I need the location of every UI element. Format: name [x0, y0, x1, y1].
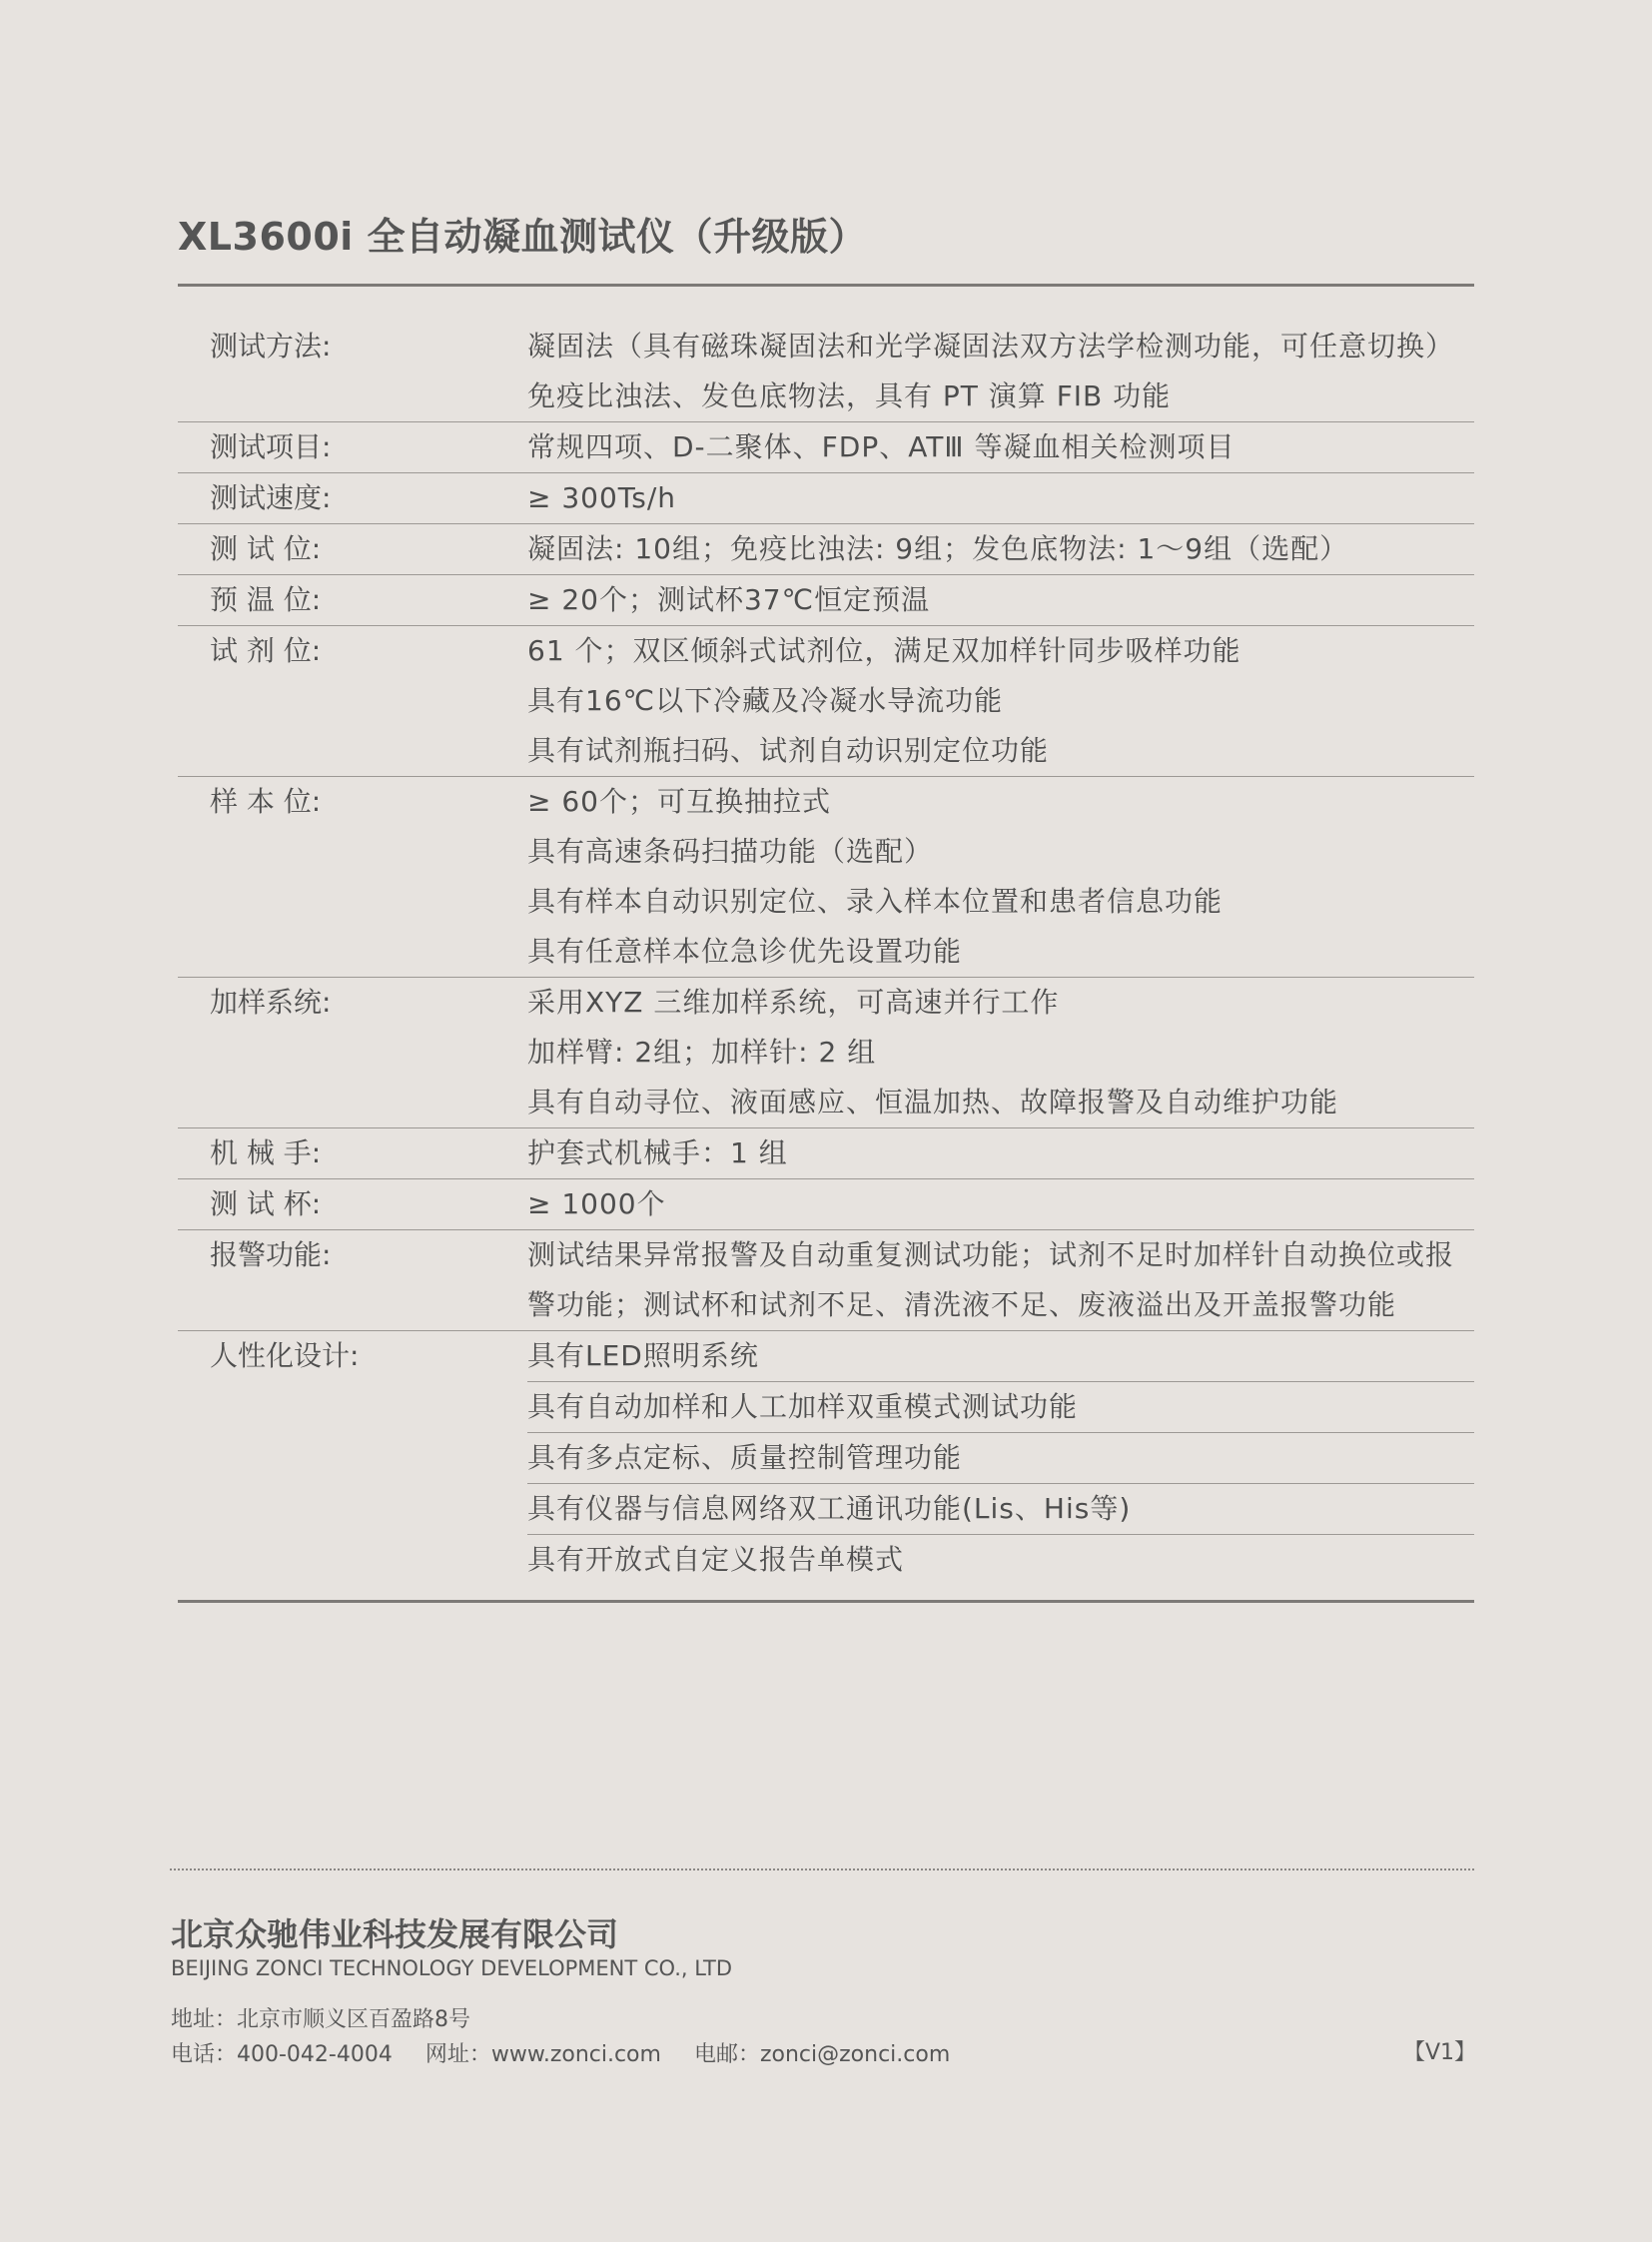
company-name-english: BEIJING ZONCI TECHNOLOGY DEVELOPMENT CO., LTD	[171, 1956, 733, 1980]
contact-line	[171, 2037, 976, 2068]
spec-value-line: 常规四项、D-二聚体、FDP、ATⅢ 等凝血相关检测项目	[527, 430, 1236, 463]
spec-label: 预 温 位:	[210, 583, 322, 616]
spec-value-line: 具有任意样本位急诊优先设置功能	[527, 935, 963, 968]
spec-value-line: 具有LED照明系统	[527, 1331, 1474, 1382]
spec-value-line: ≥ 60个；可互换抽拉式	[527, 785, 831, 818]
spec-value-line: 具有样本自动识别定位、录入样本位置和患者信息功能	[527, 885, 1224, 918]
spec-value-line: 警功能；测试杯和试剂不足、清洗液不足、废液溢出及开盖报警功能	[527, 1288, 1397, 1321]
spec-value-line: 具有仪器与信息网络双工通讯功能(Lis、His等)	[527, 1484, 1474, 1535]
spec-value-line: 具有16℃以下冷藏及冷凝水导流功能	[527, 684, 1004, 717]
spec-label: 试 剂 位:	[210, 634, 322, 667]
spec-value-line: 采用XYZ 三维加样系统，可高速并行工作	[527, 986, 1060, 1019]
spec-row	[178, 978, 1474, 1128]
spec-value-line: 测试结果异常报警及自动重复测试功能；试剂不足时加样针自动换位或报	[527, 1238, 1455, 1271]
spec-values	[527, 524, 1474, 574]
spec-value-line: 凝固法（具有磁珠凝固法和光学凝固法双方法学检测功能，可任意切换）	[527, 330, 1455, 363]
spec-row	[178, 1128, 1474, 1179]
version-badge: 【V1】	[1402, 2040, 1476, 2065]
spec-row	[178, 1179, 1474, 1230]
spec-value-line: 加样臂: 2组；加样针: 2 组	[527, 1036, 877, 1069]
spec-table	[178, 322, 1474, 1585]
spec-label: 测试速度:	[210, 481, 332, 514]
spec-value-line: 具有试剂瓶扫码、试剂自动识别定位功能	[527, 734, 1050, 767]
spec-label: 测试方法:	[210, 330, 332, 363]
spec-row	[178, 575, 1474, 626]
page-title: XL3600i 全自动凝血测试仪（升级版）	[178, 215, 868, 259]
spec-value-line: 护套式机械手：1 组	[527, 1136, 788, 1169]
spec-value-line: 具有高速条码扫描功能（选配）	[527, 835, 934, 868]
spec-row	[178, 524, 1474, 575]
spec-values	[527, 777, 1474, 977]
company-address: 地址：北京市顺义区百盈路8号	[171, 2007, 470, 2032]
spec-value-line: 具有多点定标、质量控制管理功能	[527, 1433, 1474, 1484]
spec-row	[178, 1331, 1474, 1585]
spec-label: 报警功能:	[210, 1238, 332, 1271]
spec-values	[527, 322, 1474, 421]
spec-row	[178, 626, 1474, 777]
spec-label: 测 试 杯:	[210, 1187, 322, 1220]
phone-text: 电话：400-042-4004	[171, 2042, 393, 2067]
spec-values	[527, 422, 1474, 472]
footer-dotted-divider	[170, 1868, 1474, 1870]
spec-row	[178, 322, 1474, 422]
spec-value-line: 具有自动加样和人工加样双重模式测试功能	[527, 1382, 1474, 1433]
spec-value-line: 具有自动寻位、液面感应、恒温加热、故障报警及自动维护功能	[527, 1086, 1339, 1119]
table-bottom-divider	[178, 1600, 1474, 1603]
spec-label: 测试项目:	[210, 430, 332, 463]
spec-values	[527, 575, 1474, 625]
spec-value-line: 具有开放式自定义报告单模式	[527, 1543, 905, 1576]
spec-value-line: 凝固法: 10组；免疫比浊法: 9组；发色底物法: 1～9组（选配）	[527, 532, 1349, 565]
spec-label: 样 本 位:	[210, 785, 322, 818]
title-divider	[178, 284, 1474, 287]
spec-values	[527, 473, 1474, 523]
spec-label: 人性化设计:	[210, 1339, 360, 1372]
spec-values	[527, 626, 1474, 776]
spec-value-line: ≥ 20个；测试杯37℃恒定预温	[527, 583, 931, 616]
website-link[interactable]: 网址：www.zonci.com	[424, 2042, 661, 2067]
email-link[interactable]: 电邮：zonci@zonci.com	[693, 2042, 951, 2067]
spec-values	[527, 978, 1474, 1127]
spec-row	[178, 1230, 1474, 1331]
spec-label: 测 试 位:	[210, 532, 322, 565]
spec-row	[178, 777, 1474, 978]
spec-label: 加样系统:	[210, 986, 332, 1019]
spec-value-line: ≥ 1000个	[527, 1187, 666, 1220]
spec-values	[527, 1128, 1474, 1178]
company-name: 北京众驰伟业科技发展有限公司	[171, 1915, 619, 1953]
spec-value-line: 61 个；双区倾斜式试剂位，满足双加样针同步吸样功能	[527, 634, 1241, 667]
spec-value-line: 免疫比浊法、发色底物法，具有 PT 演算 FIB 功能	[527, 379, 1172, 412]
spec-row	[178, 422, 1474, 473]
spec-values	[527, 1230, 1474, 1330]
spec-label: 机 械 手:	[210, 1136, 322, 1169]
spec-values	[527, 1179, 1474, 1229]
spec-values	[527, 1331, 1474, 1585]
spec-value-line: ≥ 300Ts/h	[527, 481, 677, 514]
spec-row	[178, 473, 1474, 524]
